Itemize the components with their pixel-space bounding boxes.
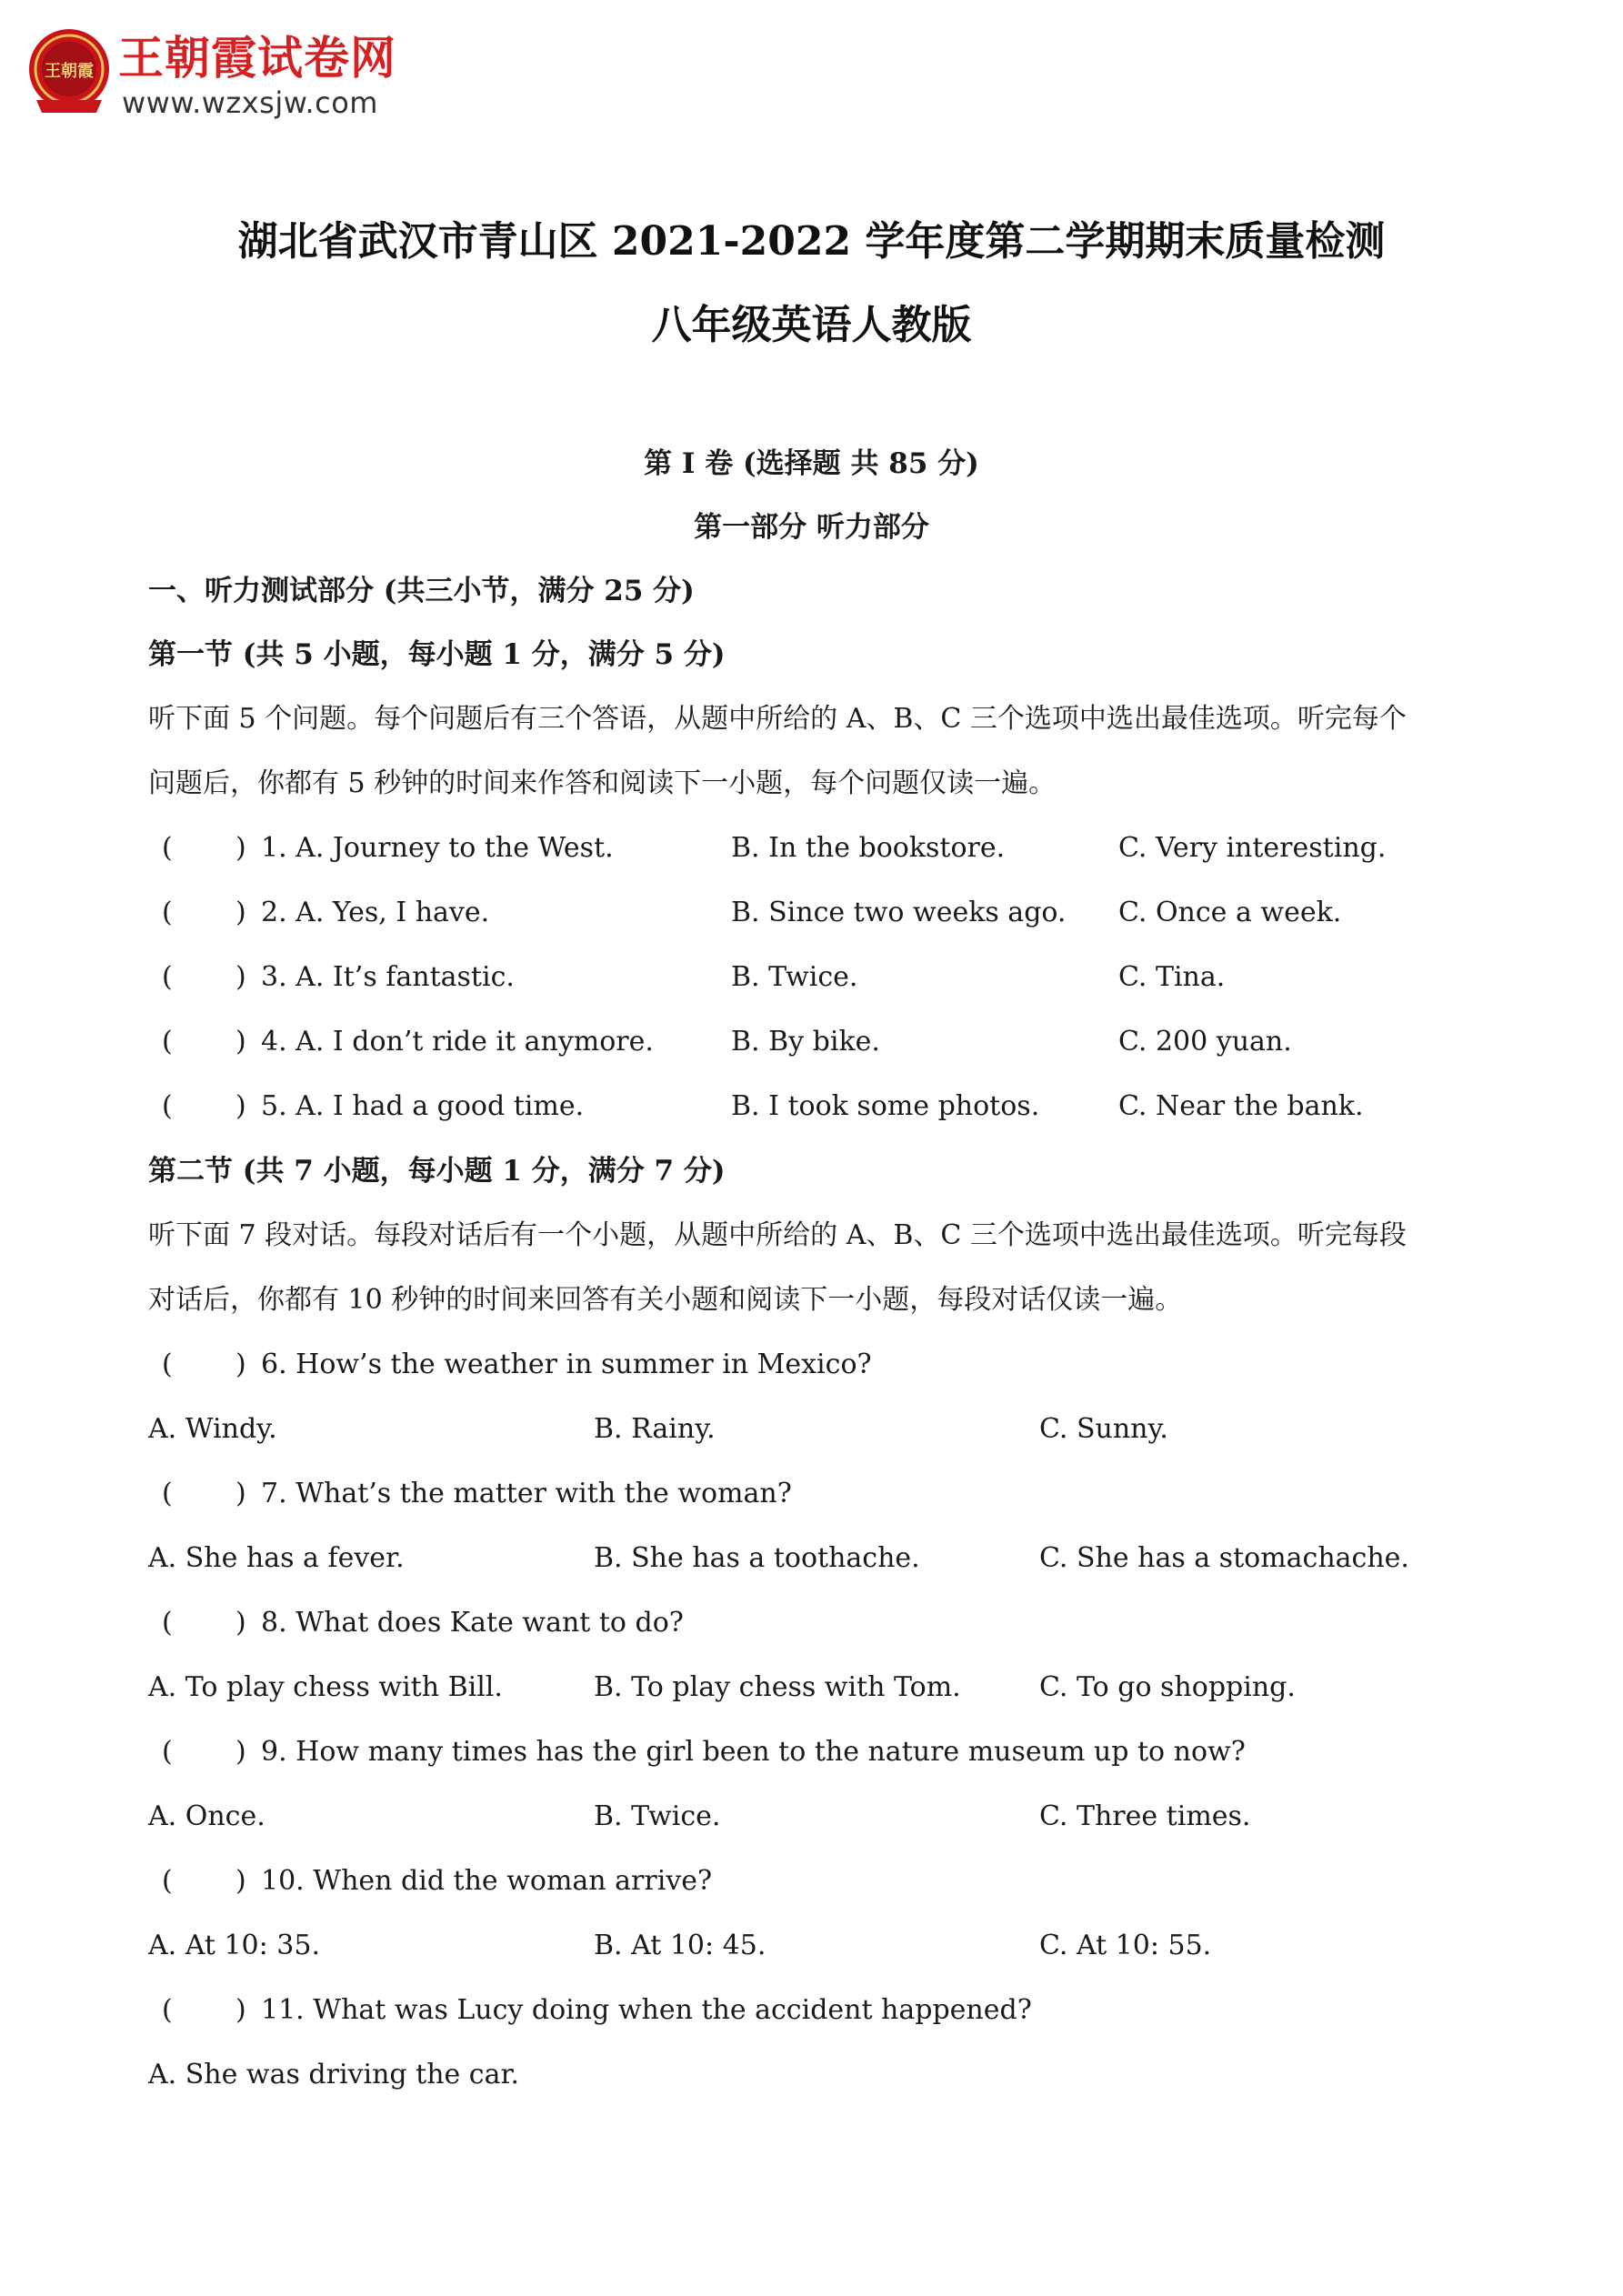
answer-paren-close: ) (235, 1349, 246, 1380)
options-row (148, 1797, 1485, 1837)
option-b: B. Rainy. (594, 1413, 716, 1445)
answer-paren-close: ) (235, 897, 246, 928)
option-b: B. She has a toothache. (594, 1542, 920, 1574)
logo-url[interactable]: www.wzxsjw.com (122, 85, 378, 120)
option-b: B. I took some photos. (731, 1090, 1040, 1122)
logo-name: 王朝霞试卷网 (118, 32, 396, 85)
question-stem (148, 1861, 1485, 1901)
volume-heading: 第 I 卷 (选择题 共 85 分) (644, 447, 979, 480)
option-c: C. Sunny. (1039, 1413, 1168, 1445)
question-row (148, 828, 1485, 868)
section2-instructions-line2: 对话后，你都有 10 秒钟的时间来回答有关小题和阅读下一小题，每段对话仅读一遍。 (148, 1284, 1183, 1316)
option-a: A. She was driving the car. (148, 2059, 520, 2090)
question-stem (148, 1603, 1485, 1643)
answer-paren-open: ( (162, 1736, 173, 1768)
answer-paren-close: ) (235, 832, 246, 864)
question-stem (148, 1345, 1485, 1385)
answer-paren-open: ( (162, 897, 173, 928)
option-c: C. At 10: 55. (1039, 1930, 1212, 1961)
option-c: C. She has a stomachache. (1039, 1542, 1409, 1574)
question-stem (148, 1990, 1485, 2030)
option-a: 1. A. Journey to the West. (261, 832, 614, 864)
answer-paren-close: ) (235, 961, 246, 993)
option-b: B. To play chess with Tom. (594, 1671, 961, 1703)
options-row (148, 1539, 1485, 1579)
option-c: C. Near the bank. (1118, 1090, 1364, 1122)
wangchaoxia-seal-logo-icon (24, 25, 115, 116)
option-c: C. Once a week. (1118, 897, 1342, 928)
answer-paren-open: ( (162, 1349, 173, 1380)
answer-paren-open: ( (162, 1865, 173, 1897)
answer-paren-open: ( (162, 1607, 173, 1639)
section-heading: 一、听力测试部分 (共三小节，满分 25 分) (148, 575, 695, 607)
answer-paren-close: ) (235, 1736, 246, 1768)
answer-paren-open: ( (162, 1994, 173, 2026)
question-row (148, 1022, 1485, 1062)
section2-instructions-line1: 听下面 7 段对话。每段对话后有一个小题，从题中所给的 A、B、C 三个选项中选出最佳选项。听完每段 (148, 1219, 1407, 1251)
question-row (148, 893, 1485, 933)
option-b: B. By bike. (731, 1026, 880, 1058)
question-stem (148, 1732, 1485, 1772)
answer-paren-open: ( (162, 1026, 173, 1058)
section1-heading: 第一节 (共 5 小题，每小题 1 分，满分 5 分) (148, 638, 726, 671)
answer-paren-close: ) (235, 1026, 246, 1058)
option-b: B. In the bookstore. (731, 832, 1006, 864)
option-a: 5. A. I had a good time. (261, 1090, 585, 1122)
exam-title-line1: 湖北省武汉市青山区 2021-2022 学年度第二学期期末质量检测 (237, 218, 1386, 265)
section1-instructions-line2: 问题后，你都有 5 秒钟的时间来作答和阅读下一小题，每个问题仅读一遍。 (148, 767, 1057, 799)
option-c: C. Tina. (1118, 961, 1226, 993)
options-row (148, 1926, 1485, 1966)
options-row (148, 1668, 1485, 1708)
question-text: 9. How many times has the girl been to the nature museum up to now? (261, 1736, 1246, 1768)
question-text: 11. What was Lucy doing when the accident happened? (261, 1994, 1032, 2026)
site-logo (24, 24, 406, 124)
options-row (148, 2055, 1485, 2095)
options-row (148, 1409, 1485, 1449)
answer-paren-open: ( (162, 1090, 173, 1122)
logo-badge-text: 王朝霞 (45, 62, 94, 81)
option-a: A. She has a fever. (148, 1542, 405, 1574)
exam-title-line2: 八年级英语人教版 (651, 302, 972, 348)
option-b: B. Since two weeks ago. (731, 897, 1067, 928)
option-c: C. Three times. (1039, 1800, 1251, 1832)
answer-paren-close: ) (235, 1607, 246, 1639)
option-a: A. At 10: 35. (148, 1930, 320, 1961)
question-text: 7. What’s the matter with the woman? (261, 1478, 792, 1509)
option-a: 2. A. Yes, I have. (261, 897, 490, 928)
question-text: 8. What does Kate want to do? (261, 1607, 684, 1639)
question-row (148, 1087, 1485, 1127)
answer-paren-close: ) (235, 1994, 246, 2026)
option-b: B. Twice. (731, 961, 858, 993)
answer-paren-close: ) (235, 1478, 246, 1509)
answer-paren-open: ( (162, 832, 173, 864)
question-text: 6. How’s the weather in summer in Mexico? (261, 1349, 872, 1380)
answer-paren-open: ( (162, 1478, 173, 1509)
option-a: 3. A. It’s fantastic. (261, 961, 515, 993)
answer-paren-open: ( (162, 961, 173, 993)
option-a: A. To play chess with Bill. (148, 1671, 503, 1703)
option-b: B. At 10: 45. (594, 1930, 766, 1961)
section1-instructions-line1: 听下面 5 个问题。每个问题后有三个答语，从题中所给的 A、B、C 三个选项中选出最佳选项。听完每个 (148, 703, 1407, 735)
part-heading: 第一部分 听力部分 (694, 511, 929, 544)
question-stem (148, 1474, 1485, 1514)
option-a: A. Windy. (148, 1413, 277, 1445)
question-row (148, 958, 1485, 998)
option-b: B. Twice. (594, 1800, 721, 1832)
question-text: 10. When did the woman arrive? (261, 1865, 713, 1897)
answer-paren-close: ) (235, 1090, 246, 1122)
answer-paren-close: ) (235, 1865, 246, 1897)
option-c: C. Very interesting. (1118, 832, 1387, 864)
option-a: 4. A. I don’t ride it anymore. (261, 1026, 654, 1058)
section2-heading: 第二节 (共 7 小题，每小题 1 分，满分 7 分) (148, 1155, 726, 1188)
option-c: C. 200 yuan. (1118, 1026, 1292, 1058)
option-a: A. Once. (148, 1800, 265, 1832)
option-c: C. To go shopping. (1039, 1671, 1296, 1703)
